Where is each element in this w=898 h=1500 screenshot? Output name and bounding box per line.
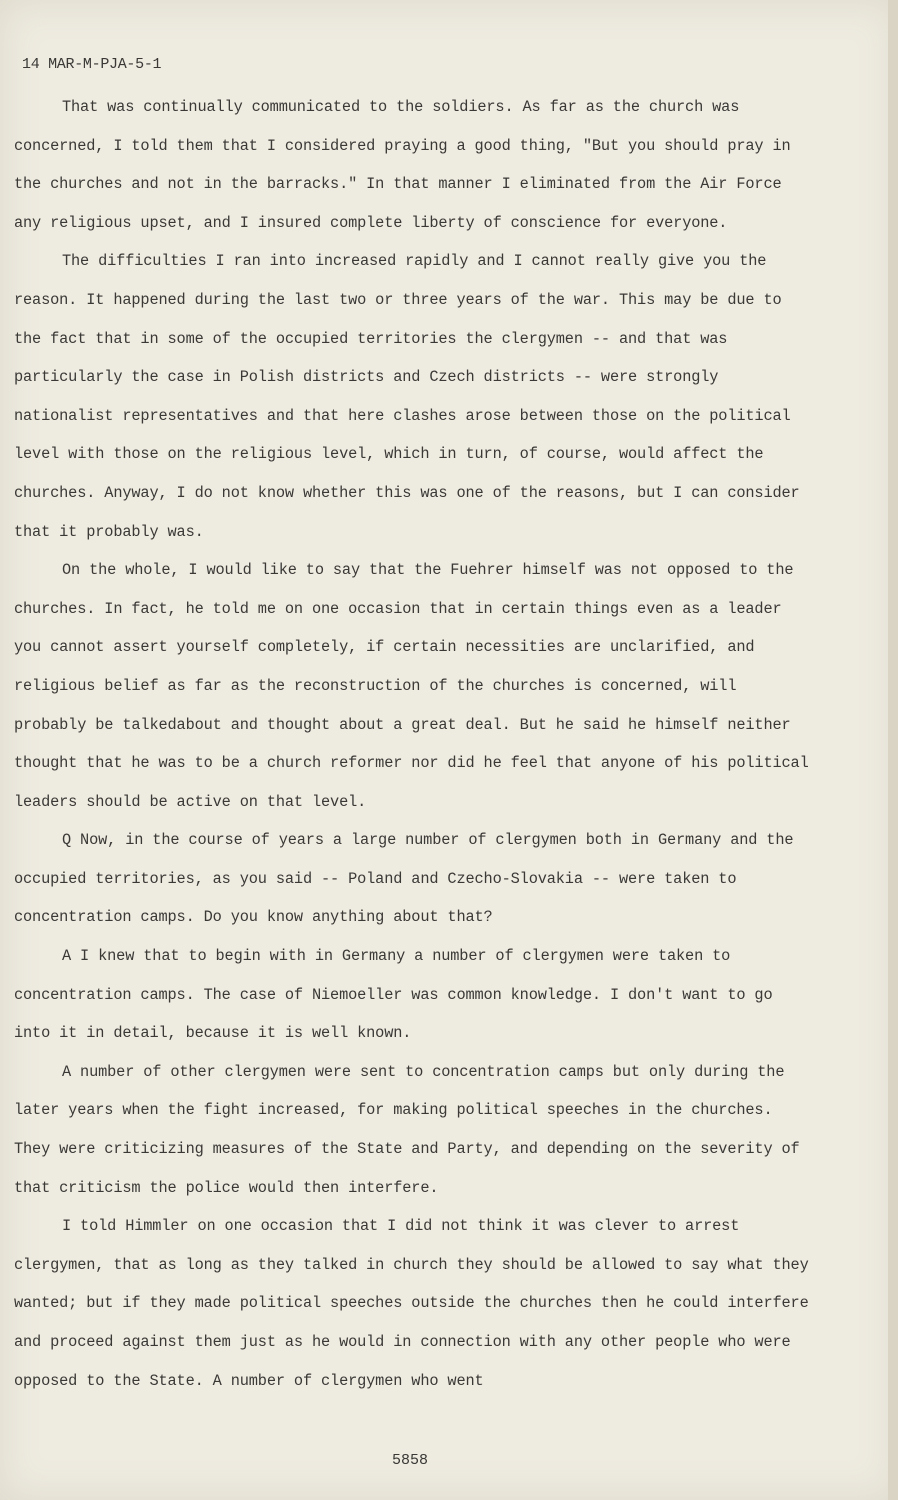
page-number: 5858 [392,1452,429,1469]
paragraph: I told Himmler on one occasion that I did not think it was clever to arrest clergymen, that as long as they talked in church they should be allowed to say what they wanted; but if they made political speeches outside the churches then he could interfere and proceed against them just as he would in connection with any other people who were opposed to the State. A number of clergymen who went [14,1217,809,1390]
question-paragraph: Q Now, in the course of years a large number of clergymen both in Germany and the occupied territories, as you said -- Poland and Czecho-Slovakia -- were taken to concentration camps. Do you know anything about that? [14,831,794,927]
document-reference: 14 MAR-M-PJA-5-1 [22,56,162,73]
page-edge [888,0,898,1500]
paragraph: On the whole, I would like to say that the Fuehrer himself was not opposed to the churches. In fact, he told me on one occasion that in certain things even as a leader you cannot assert yourself completely, if certain necessities are unclarified, and religious belief as far as the reconstruction of the churches is concerned, will probably be talkedabout and thought about a great deal. But he said he himself neither thought that he was to be a church reformer nor did he feel that anyone of his political leaders should be active on that level. [14,561,809,811]
answer-paragraph: A I knew that to begin with in Germany a number of clergymen were taken to concentration camps. The case of Niemoeller was common knowledge. I don't want to go into it in detail, because it is well known. [14,947,773,1043]
document-body [14,88,814,1400]
paragraph: A number of other clergymen were sent to concentration camps but only during the later years when the fight increased, for making political speeches in the churches. They were criticizing measures of the State and Party, and depending on the severity of that criticism the police would then interfere. [14,1062,800,1197]
paragraph: That was continually communicated to the soldiers. As far as the church was concerned, I told them that I considered praying a good thing, "But you should pray in the churches and not in the barracks." In that manner I eliminated from the Air Force any religious upset, and I insured complete liberty of conscience for everyone. [14,98,791,232]
paragraph: The difficulties I ran into increased rapidly and I cannot really give you the reason. It happened during the last two or three years of the war. This may be due to the fact that in some of the occupied territories the clergymen -- and that was particularly the case in Polish districts and Czech districts -- were strongly nationalist representatives and that here clashes arose between those on the political level with those on the religious level, which in turn, of course, would affect the churches. Anyway, I do not know whether this was one of the reasons, but I can consider that it probably was. [14,252,800,541]
